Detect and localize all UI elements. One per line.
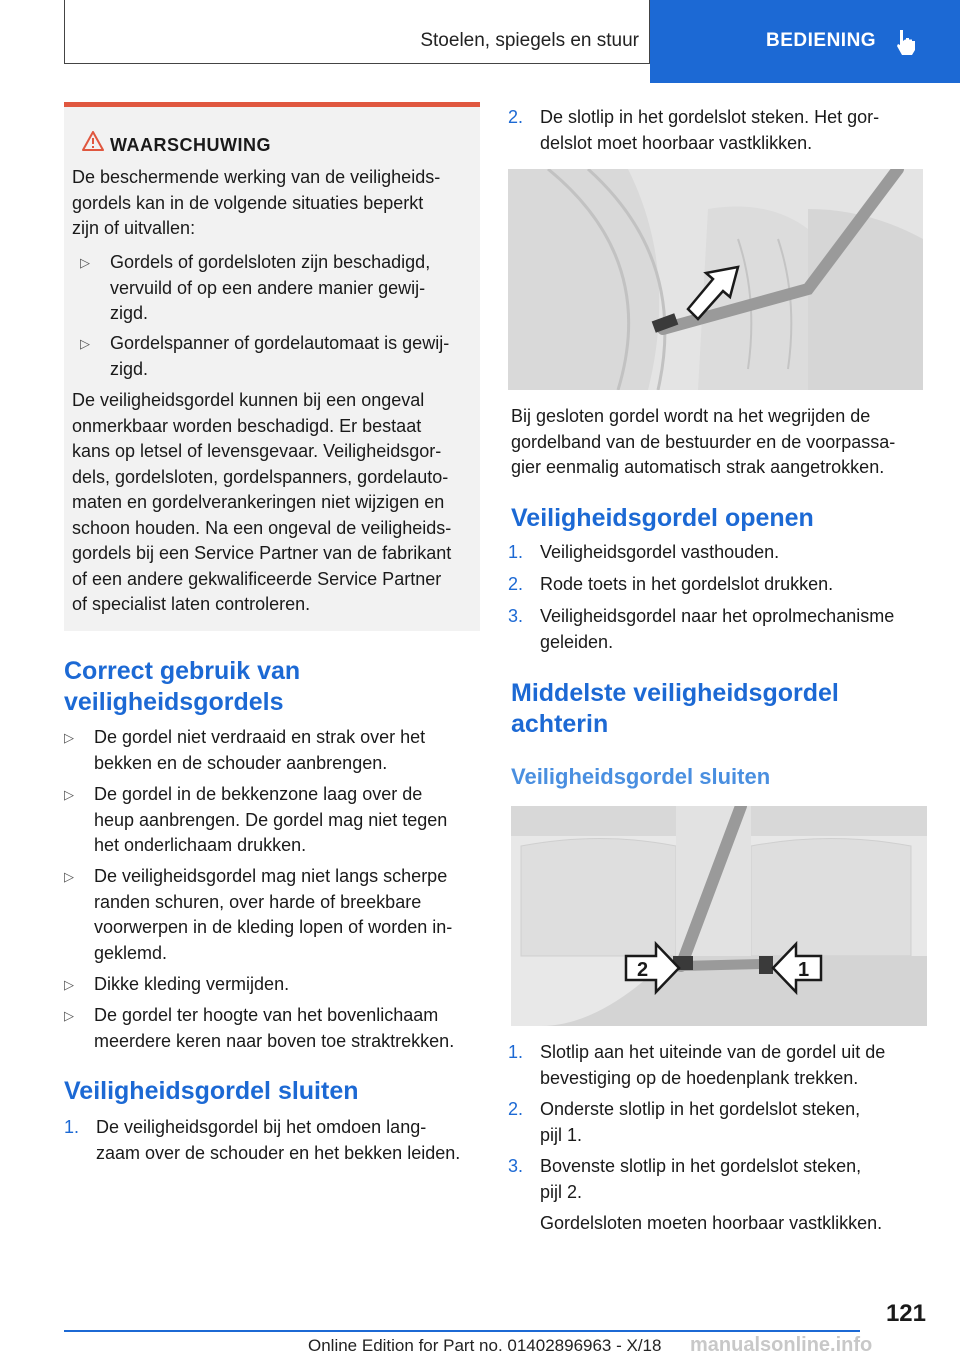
footer-rule [64, 1330, 860, 1332]
seat-buckle-drawing [508, 169, 923, 390]
subheading-close-middle-belt: Veiligheidsgordel sluiten [511, 764, 771, 789]
warning-title: WAARSCHUWING [110, 135, 271, 155]
section-heading-open-belt: Veiligheidsgordel openen [511, 504, 814, 532]
rear-seat-drawing [511, 806, 927, 1026]
click-note: Gordelsloten moeten hoorbaar vastklikken. [540, 1213, 883, 1233]
footer-edition: Online Edition for Part no. 01402896963 - X/18 [308, 1336, 662, 1355]
header-section-box [64, 0, 650, 64]
warning-box: WAARSCHUWING De beschermende werking van de veiligheids- gordels kan in de volgende situaties beperkt zijn of uitvallen: ▷ Gordels of gordelsloten zijn beschadigd, vervuild of op een andere manier gewij- zigd. ▷ Gordelspanner of gordelautomaat is gewij- zigd. De veiligheidsgordel kunnen bij een ongeval onmerkbaar worden beschadigd. Er bestaat kans op letsel of levensgevaar. Veiligheidsgor- dels, gordelsloten, gordelspanners, gordelauto- maten en gordelverankeringen niet wijzigen en schoon houden. Na een ongeval de veiligheids- gordels bij een Service Partner van de fabrikant of een andere gekwalificeerde Service Partner of specialist laten controleren. [64, 102, 480, 631]
pointing-hand-icon [894, 28, 920, 56]
page-number: 121 [885, 1300, 926, 1327]
triangle-bullet-icon: ▷ [64, 730, 74, 745]
warning-body: De veiligheidsgordel kunnen bij een ongeval onmerkbaar worden beschadigd. Er bestaat kans op letsel of levensgevaar. Veiligheidsgor- dels, gordelsloten, gordelspanners, gordelauto- maten en gordelverankeringen niet wijzigen en schoon houden. Na een ongeval de veiligheids- gordels bij een Service Partner van de fabrikant of een andere gekwalificeerde Service Partner of specialist laten controleren. [72, 390, 452, 614]
arrow-label-1: 1 [798, 959, 810, 981]
header-section-title: Stoelen, spiegels en stuur [420, 30, 639, 51]
section-heading-middle-rear-belt: Middelste veiligheidsgordel achterin [511, 679, 839, 738]
buckle-auto-tension-note: Bij gesloten gordel wordt na het wegrijden de gordelband van de bestuurder en de voorpassa- gier eenmalig automatisch strak aangetrokken. [511, 406, 896, 477]
triangle-bullet-icon: ▷ [64, 869, 74, 884]
triangle-bullet-icon: ▷ [64, 977, 74, 992]
triangle-bullet-icon: ▷ [64, 787, 74, 802]
seatbelt-buckle-illustration [508, 169, 923, 390]
triangle-bullet-icon: ▷ [80, 255, 90, 270]
rear-middle-belt-illustration [511, 806, 927, 1026]
header-chapter-tab[interactable] [650, 0, 960, 83]
section-heading-close-belt: Veiligheidsgordel sluiten [64, 1077, 359, 1105]
header-chapter-label: BEDIENING [766, 30, 877, 51]
section-heading-correct-use: Correct gebruik van veiligheidsgordels [64, 657, 301, 716]
warning-triangle-icon [82, 131, 104, 151]
arrow-label-2: 2 [637, 959, 649, 981]
triangle-bullet-icon: ▷ [64, 1008, 74, 1023]
triangle-bullet-icon: ▷ [80, 336, 90, 351]
warning-intro: De beschermende werking van de veiligheids- gordels kan in de volgende situaties beperkt zijn of uitvallen: [72, 167, 441, 238]
footer-watermark: manualsonline.info [690, 1334, 873, 1356]
